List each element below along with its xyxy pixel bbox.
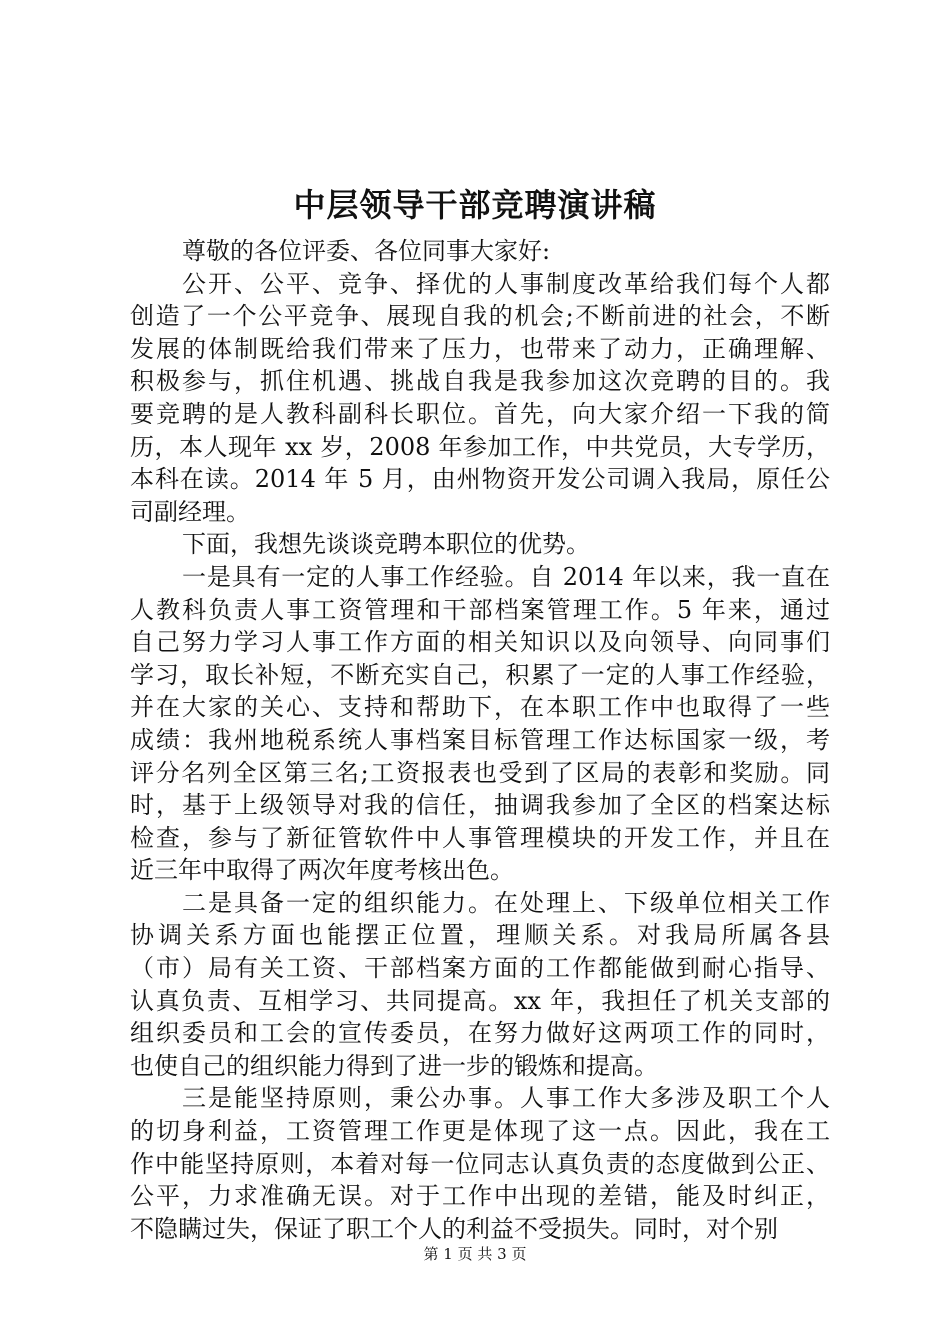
paragraph-line: 人教科负责人事工资管理和干部档案管理工作。5 年来，通过 — [130, 595, 830, 624]
paragraph-line: 成绩：我州地税系统人事档案目标管理工作达标国家一级，考 — [130, 725, 830, 754]
paragraph-line: 司副经理。 — [130, 497, 250, 526]
paragraph-line: 协调关系方面也能摆正位置，理顺关系。对我局所属各县 — [130, 921, 830, 950]
paragraph-line: 自己努力学习人事工作方面的相关知识以及向领导、向同事们 — [130, 628, 830, 657]
paragraph — [130, 235, 830, 268]
paragraph — [130, 561, 830, 887]
paragraph-line: 检查，参与了新征管软件中人事管理模块的开发工作，并且在 — [130, 823, 830, 852]
paragraph-line: 并在大家的关心、支持和帮助下，在本职工作中也取得了一些 — [130, 693, 830, 722]
paragraph-line: 不隐瞒过失，保证了职工个人的利益不受损失。同时，对个别 — [130, 1214, 778, 1243]
paragraph-line: 组织委员和工会的宣传委员，在努力做好这两项工作的同时， — [130, 1019, 830, 1048]
paragraph-line: 下面，我想先谈谈竞聘本职位的优势。 — [182, 530, 590, 559]
paragraph-line: 要竞聘的是人教科副科长职位。首先，向大家介绍一下我的简 — [130, 399, 830, 428]
paragraph-line: 也使自己的组织能力得到了进一步的锻炼和提高。 — [130, 1051, 658, 1080]
page-footer: 第 1 页 共 3 页 — [423, 1245, 527, 1263]
paragraph-line: 发展的体制既给我们带来了压力，也带来了动力，正确理解、 — [130, 334, 830, 363]
paragraph-line: 公平，力求准确无误。对于工作中出现的差错，能及时纠正， — [130, 1182, 830, 1211]
paragraph-line: 二是具备一定的组织能力。在处理上、下级单位相关工作 — [182, 888, 830, 917]
paragraph-line: 近三年中取得了两次年度考核出色。 — [130, 856, 514, 885]
paragraph-line: （市）局有关工资、干部档案方面的工作都能做到耐心指导、 — [130, 954, 830, 983]
paragraph-line: 创造了一个公平竞争、展现自我的机会;不断前进的社会，不断 — [130, 302, 830, 331]
paragraph-line: 三是能坚持原则，秉公办事。人事工作大多涉及职工个人 — [182, 1084, 830, 1113]
paragraph — [130, 887, 830, 1083]
paragraph-line: 公开、公平、竞争、择优的人事制度改革给我们每个人都 — [182, 269, 830, 298]
paragraph — [130, 528, 830, 561]
paragraph-line: 历，本人现年 xx 岁，2008 年参加工作，中共党员，大专学历， — [130, 432, 830, 461]
paragraph-line: 尊敬的各位评委、各位同事大家好: — [182, 237, 551, 265]
paragraph-line: 认真负责、互相学习、共同提高。xx 年，我担任了机关支部的 — [130, 986, 830, 1015]
document-title: 中层领导干部竞聘演讲稿 — [293, 186, 657, 224]
document-body — [130, 235, 830, 1245]
paragraph-line: 的切身利益，工资管理工作更是体现了这一点。因此，我在工 — [130, 1117, 830, 1146]
paragraph-line: 时，基于上级领导对我的信任，抽调我参加了全区的档案达标 — [130, 791, 830, 820]
paragraph-line: 一是具有一定的人事工作经验。自 2014 年以来，我一直在 — [182, 562, 830, 591]
paragraph — [130, 1082, 830, 1245]
paragraph — [130, 268, 830, 529]
paragraph-line: 学习，取长补短，不断充实自己，积累了一定的人事工作经验， — [130, 660, 830, 689]
paragraph-line: 本科在读。2014 年 5 月，由州物资开发公司调入我局，原任公 — [130, 465, 830, 494]
paragraph-line: 积极参与，抓住机遇、挑战自我是我参加这次竞聘的目的。我 — [130, 367, 830, 396]
paragraph-line: 作中能坚持原则，本着对每一位同志认真负责的态度做到公正、 — [130, 1149, 830, 1178]
paragraph-line: 评分名列全区第三名;工资报表也受到了区局的表彰和奖励。同 — [130, 758, 830, 787]
